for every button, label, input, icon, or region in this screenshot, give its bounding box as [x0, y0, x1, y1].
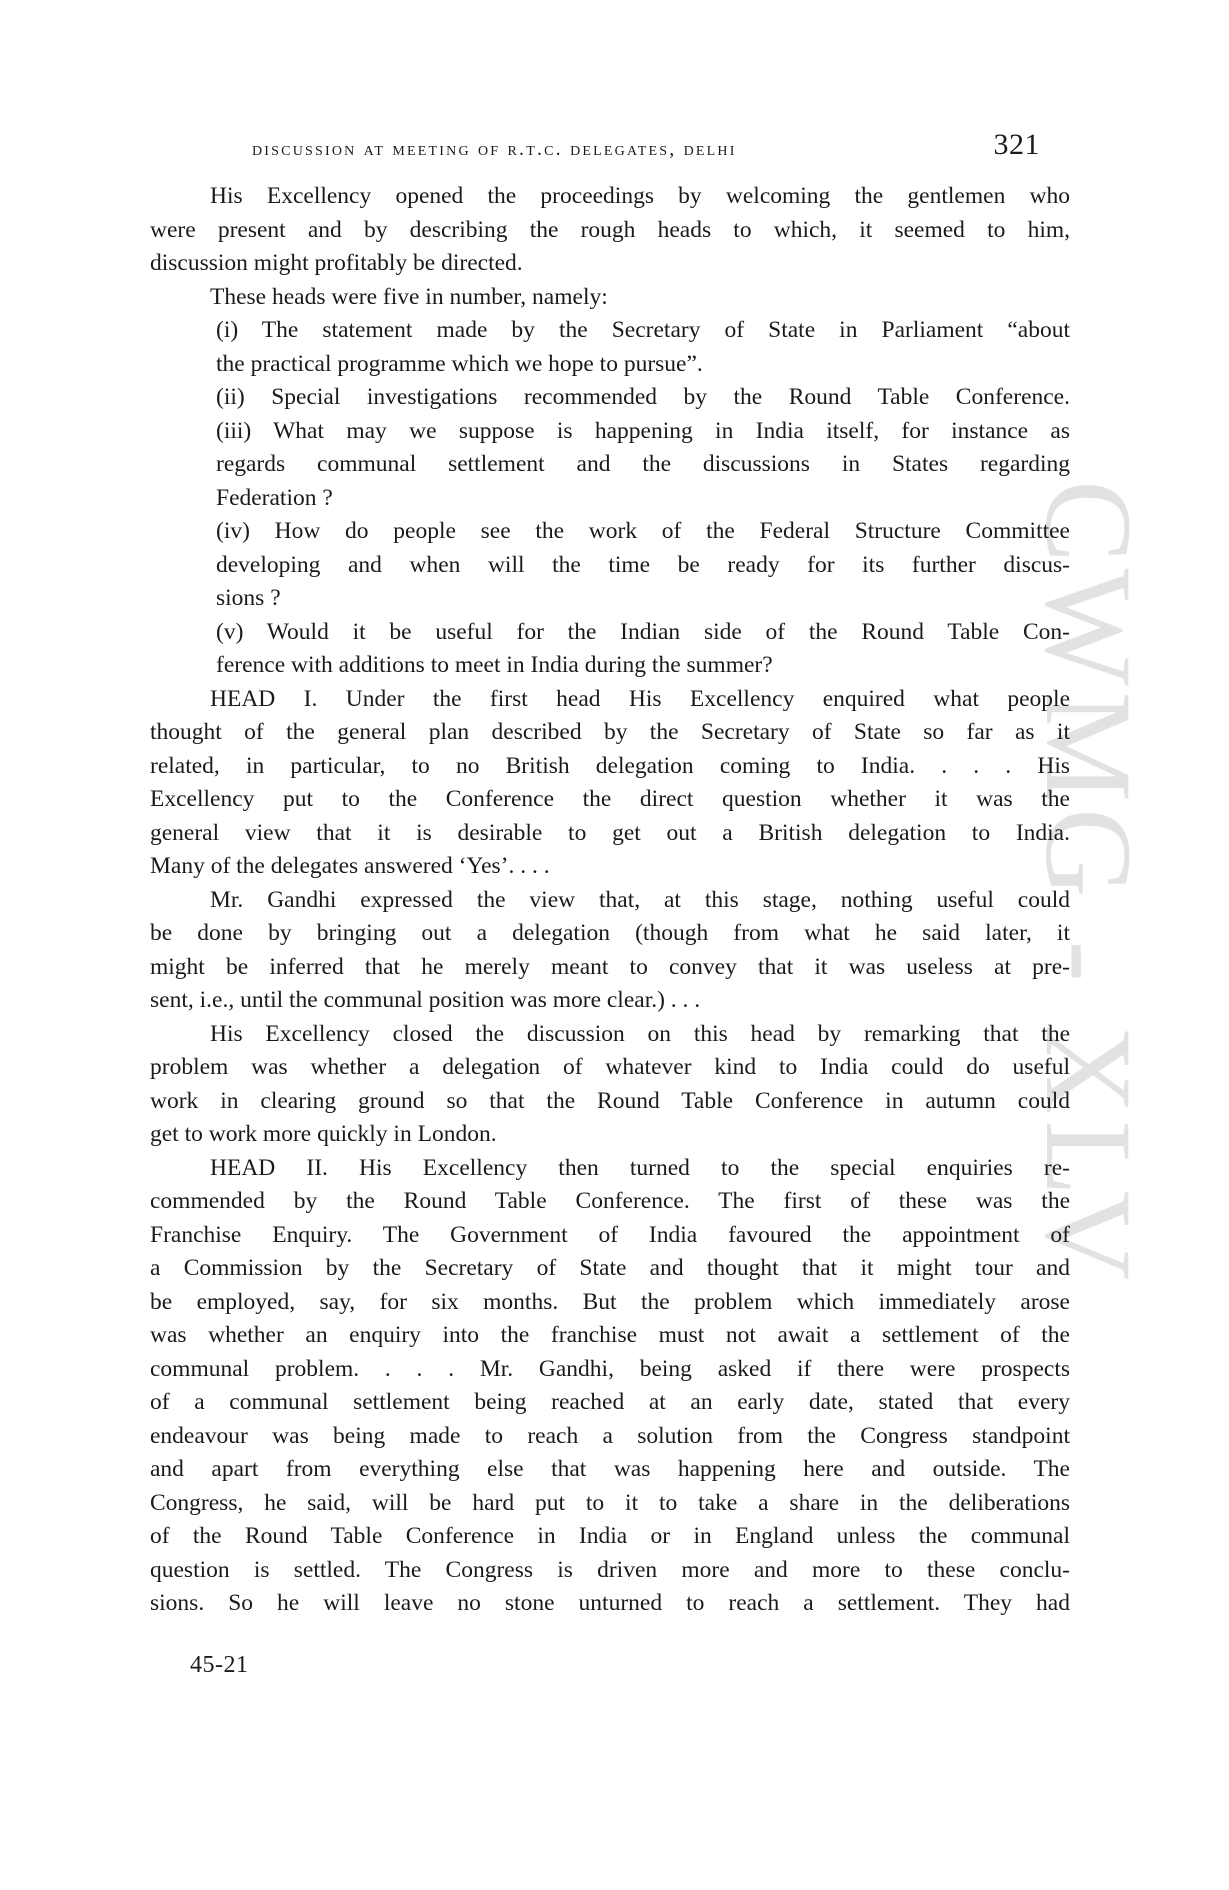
text-line: endeavour was being made to reach a solution from the Congress standpoint [150, 1422, 1070, 1449]
page-header [252, 128, 1040, 168]
text-line: of the Round Table Conference in India or in England unless the communal [150, 1523, 1070, 1549]
text-line: Excellency put to the Conference the direct question whether it was the [150, 786, 1070, 812]
text-line: problem was whether a delegation of whatever kind to India could do useful [150, 1054, 1070, 1080]
text-line: (i) The statement made by the Secretary of State in Parliament “about [216, 317, 1070, 343]
text-line: (ii) Special investigations recommended by the Round Table Conference. [216, 384, 1070, 410]
text-line: These heads were five in number, namely: [210, 283, 608, 310]
text-line: of a communal settlement being reached at an early date, stated that every [150, 1389, 1070, 1415]
text-line: Congress, he said, will be hard put to it to take a share in the deliberations [150, 1489, 1070, 1516]
text-line: sent, i.e., until the communal position was more clear.) . . . [150, 987, 701, 1013]
text-line: might be inferred that he merely meant to convey that it was useless at pre- [150, 953, 1070, 980]
text-line: question is settled. The Congress is driven more and more to these conclu- [150, 1556, 1070, 1583]
text-line: regards communal settlement and the discussions in States regarding [216, 451, 1070, 477]
text-line: and apart from everything else that was happening here and outside. The [150, 1456, 1070, 1482]
text-line: sions ? [216, 585, 281, 611]
text-line: (v) Would it be useful for the Indian side of the Round Table Con- [216, 618, 1070, 645]
signature-mark: 45-21 [190, 1652, 249, 1678]
text-line: HEAD I. Under the first head His Excellency enquired what people [210, 685, 1070, 712]
body-text [150, 180, 1070, 1621]
running-head: discussion at meeting of r.t.c. delegates, delhi [252, 138, 737, 160]
text-line: communal problem. . . . Mr. Gandhi, being asked if there were prospects [150, 1355, 1070, 1382]
text-line: developing and when will the time be ready for its further discus- [216, 551, 1070, 578]
text-line: discussion might profitably be directed. [150, 250, 523, 276]
text-line: HEAD II. His Excellency then turned to the special enquiries re- [210, 1154, 1070, 1181]
text-line: thought of the general plan described by the Secretary of State so far as it [150, 719, 1070, 745]
text-line: were present and by describing the rough heads to which, it seemed to him, [150, 216, 1070, 243]
text-line: general view that it is desirable to get out a British delegation to India. [150, 819, 1070, 846]
text-line: get to work more quickly in London. [150, 1121, 497, 1147]
text-line: work in clearing ground so that the Round Table Conference in autumn could [150, 1087, 1070, 1114]
text-line: the practical programme which we hope to pursue”. [216, 350, 703, 377]
text-line: (iii) What may we suppose is happening in India itself, for instance as [216, 417, 1070, 444]
text-line: a Commission by the Secretary of State and thought that it might tour and [150, 1255, 1070, 1281]
text-line: His Excellency opened the proceedings by welcoming the gentlemen who [210, 183, 1070, 209]
page-number: 321 [993, 128, 1040, 161]
text-line: was whether an enquiry into the franchise must not await a settlement of the [150, 1322, 1070, 1348]
text-line: Many of the delegates answered ‘Yes’. . . . [150, 853, 550, 879]
watermark: CWMG - XLV [1020, 480, 1157, 1287]
text-line: be done by bringing out a delegation (though from what he said later, it [150, 920, 1070, 946]
text-line: sions. So he will leave no stone unturned to reach a settlement. They had [150, 1590, 1070, 1616]
text-line: be employed, say, for six months. But the problem which immediately arose [150, 1288, 1070, 1315]
text-line: Federation ? [216, 484, 333, 511]
text-line: His Excellency closed the discussion on this head by remarking that the [210, 1020, 1070, 1047]
text-line: Franchise Enquiry. The Government of India favoured the appointment of [150, 1221, 1070, 1248]
text-line: Mr. Gandhi expressed the view that, at this stage, nothing useful could [210, 886, 1070, 913]
text-line: (iv) How do people see the work of the Federal Structure Committee [216, 518, 1070, 544]
text-line: related, in particular, to no British delegation coming to India. . . . His [150, 752, 1070, 779]
text-line: commended by the Round Table Conference. The first of these was the [150, 1188, 1070, 1214]
text-line: ference with additions to meet in India during the summer? [216, 652, 773, 678]
